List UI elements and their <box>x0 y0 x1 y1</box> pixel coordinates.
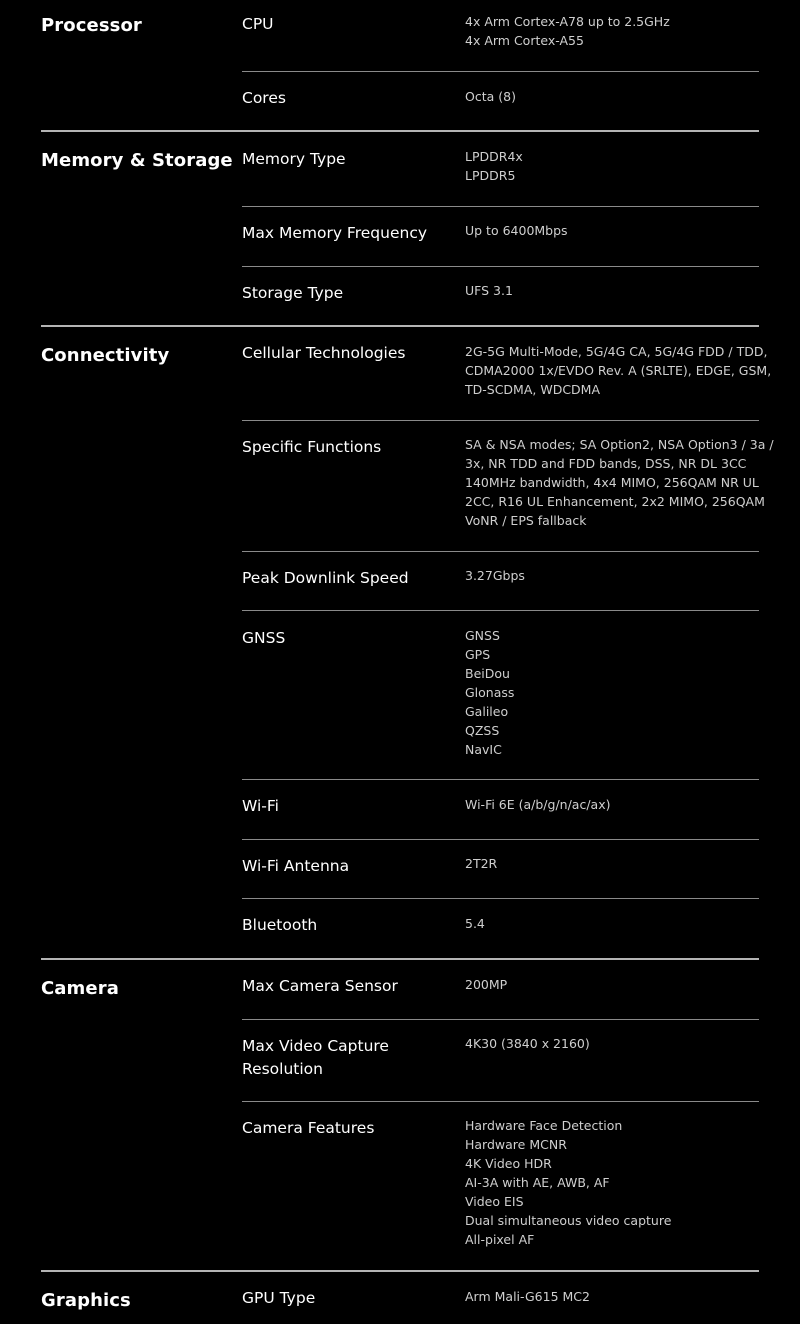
spec-value-wifi-antenna: 2T2R <box>465 856 498 871</box>
spec-label-wifi-antenna: Wi-Fi Antenna <box>242 857 350 875</box>
spec-value-cellular-technologies: 2G-5G Multi-Mode, 5G/4G CA, 5G/4G FDD / TDD, CDMA2000 1x/EVDO Rev. A (SRLTE), EDGE, GSM, TD-SCDMA, WDCDMA <box>465 344 772 397</box>
section-title-connectivity: Connectivity <box>41 345 170 366</box>
row-divider <box>242 551 759 552</box>
spec-label-storage-type: Storage Type <box>242 284 344 302</box>
section-divider <box>41 958 759 960</box>
spec-label-cores: Cores <box>242 89 286 107</box>
spec-label-bluetooth: Bluetooth <box>242 916 318 934</box>
section-divider <box>41 325 759 327</box>
spec-value-peak-downlink-speed: 3.27Gbps <box>465 568 525 583</box>
spec-label-cpu: CPU <box>242 15 274 33</box>
spec-value-cpu: 4x Arm Cortex-A78 up to 2.5GHz 4x Arm Cortex-A55 <box>465 14 670 48</box>
spec-label-max-camera-sensor: Max Camera Sensor <box>242 977 398 995</box>
spec-value-max-camera-sensor: 200MP <box>465 977 508 992</box>
row-divider <box>242 71 759 72</box>
section-divider <box>41 1270 759 1272</box>
spec-label-specific-functions: Specific Functions <box>242 438 382 456</box>
spec-value-camera-features: Hardware Face Detection Hardware MCNR 4K Video HDR AI-3A with AE, AWB, AF Video EIS Dual simultaneous video capture All-pixel AF <box>465 1118 672 1247</box>
section-title-graphics: Graphics <box>41 1290 131 1311</box>
spec-value-max-memory-frequency: Up to 6400Mbps <box>465 223 568 238</box>
spec-value-bluetooth: 5.4 <box>465 916 485 931</box>
spec-value-cores: Octa (8) <box>465 89 516 104</box>
spec-value-storage-type: UFS 3.1 <box>465 283 513 298</box>
row-divider <box>242 266 759 267</box>
spec-value-max-video-capture-resolution: 4K30 (3840 x 2160) <box>465 1036 590 1051</box>
spec-value-specific-functions: SA & NSA modes; SA Option2, NSA Option3 / 3a / 3x, NR TDD and FDD bands, DSS, NR DL 3CC 140MHz bandwidth, 4x4 MIMO, 256QAM NR UL 2CC, R16 UL Enhancement, 2x2 MIMO, 256QAM VoNR / EPS fallback <box>465 437 774 528</box>
section-title-memory-storage: Memory & Storage <box>41 150 233 171</box>
spec-value-gnss: GNSS GPS BeiDou Glonass Galileo QZSS NavIC <box>465 628 515 757</box>
spec-label-camera-features: Camera Features <box>242 1119 375 1137</box>
spec-label-wifi: Wi-Fi <box>242 797 279 815</box>
row-divider <box>242 839 759 840</box>
spec-label-cellular-technologies: Cellular Technologies <box>242 344 406 362</box>
spec-label-max-memory-frequency: Max Memory Frequency <box>242 224 428 242</box>
spec-label-gnss: GNSS <box>242 629 286 647</box>
spec-label-memory-type: Memory Type <box>242 150 346 168</box>
row-divider <box>242 779 759 780</box>
spec-value-gpu-type: Arm Mali-G615 MC2 <box>465 1289 590 1304</box>
section-divider <box>41 130 759 132</box>
row-divider <box>242 206 759 207</box>
row-divider <box>242 420 759 421</box>
spec-label-gpu-type: GPU Type <box>242 1289 316 1307</box>
spec-label-max-video-capture-resolution: Max Video Capture Resolution <box>242 1037 389 1078</box>
section-title-camera: Camera <box>41 978 119 999</box>
row-divider <box>242 1101 759 1102</box>
row-divider <box>242 1019 759 1020</box>
row-divider <box>242 610 759 611</box>
row-divider <box>242 898 759 899</box>
spec-value-wifi: Wi-Fi 6E (a/b/g/n/ac/ax) <box>465 797 611 812</box>
section-title-processor: Processor <box>41 15 142 36</box>
spec-value-memory-type: LPDDR4x LPDDR5 <box>465 149 523 183</box>
spec-label-peak-downlink-speed: Peak Downlink Speed <box>242 569 409 587</box>
